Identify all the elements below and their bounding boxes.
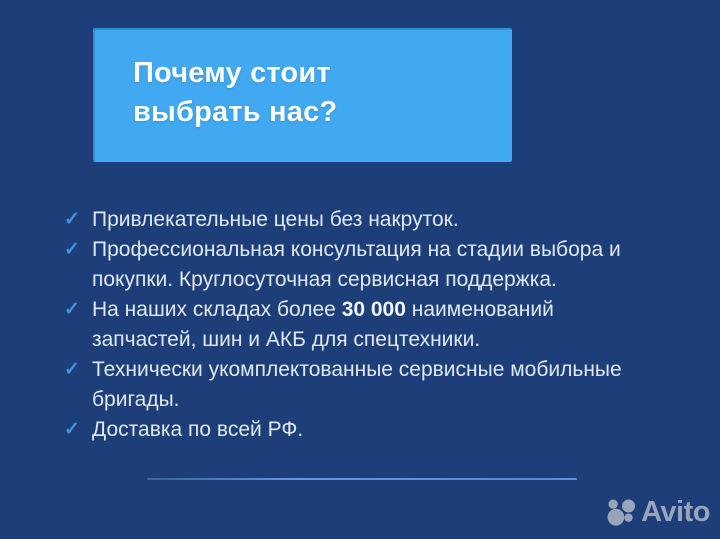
benefit-text-segment: На наших складах более [92, 298, 342, 321]
benefit-text: Привлекательные цены без накруток. [92, 208, 459, 231]
list-item [64, 355, 644, 415]
benefit-text: Технически укомплектованные сервисные мобильные бригады. [92, 358, 622, 411]
page-title [93, 28, 512, 132]
avito-logo-text: Avito [641, 496, 710, 528]
divider-line [147, 478, 577, 480]
avito-logo-icon [607, 499, 637, 527]
check-icon: ✓ [64, 209, 80, 230]
avito-logo [607, 496, 710, 529]
check-icon: ✓ [64, 359, 80, 380]
check-icon: ✓ [64, 239, 80, 260]
list-item [64, 295, 644, 355]
benefits-list [64, 205, 644, 445]
check-icon: ✓ [64, 419, 80, 440]
header-card [93, 28, 512, 162]
benefit-text [92, 295, 637, 355]
benefit-text: Доставка по всей РФ. [92, 418, 304, 441]
title-line-2: выбрать нас? [133, 96, 338, 128]
benefit-text-segment: наименований запчастей, шин и АКБ для спецтехники. [92, 298, 554, 351]
benefit-highlight: 30 000 [341, 298, 406, 321]
list-item [64, 235, 644, 295]
check-icon: ✓ [64, 299, 80, 320]
list-item [64, 205, 644, 235]
benefit-text: Профессиональная консультация на стадии выбора и покупки. Круглосуточная сервисная поддержка. [92, 238, 621, 291]
list-item [64, 415, 644, 445]
title-line-1: Почему стоит [133, 57, 331, 89]
